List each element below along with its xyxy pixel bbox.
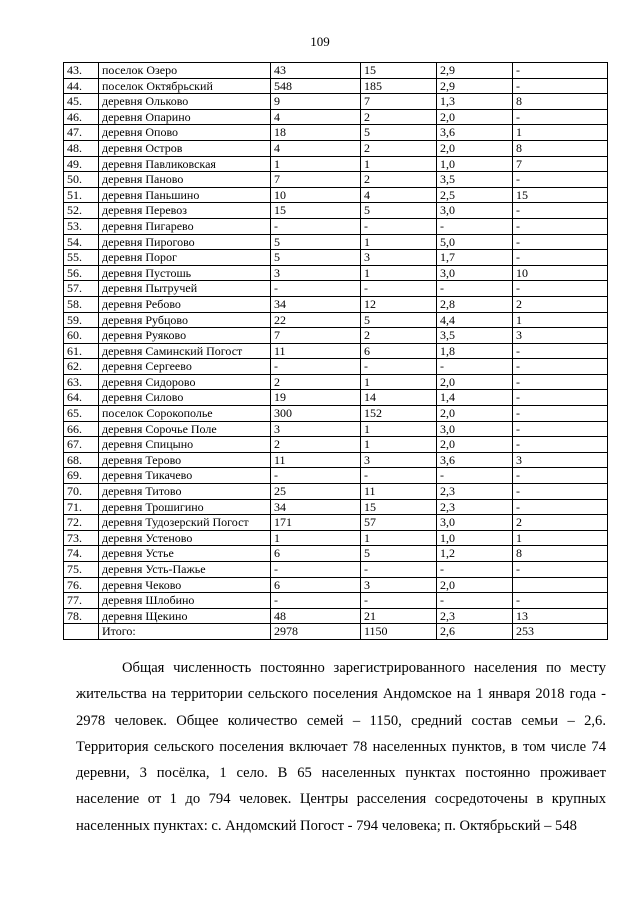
table-row bbox=[64, 296, 608, 312]
population: 548 bbox=[271, 78, 361, 94]
settlement-name: деревня Паново bbox=[99, 172, 271, 188]
extra-value: - bbox=[513, 406, 608, 422]
population: 9 bbox=[271, 94, 361, 110]
families: 1 bbox=[361, 374, 437, 390]
table-row bbox=[64, 172, 608, 188]
families: 57 bbox=[361, 515, 437, 531]
population: 2 bbox=[271, 374, 361, 390]
avg-family-size: 1,2 bbox=[437, 546, 513, 562]
table-row bbox=[64, 359, 608, 375]
table-row bbox=[64, 218, 608, 234]
row-number: 72. bbox=[64, 515, 99, 531]
settlement-name: деревня Пирогово bbox=[99, 234, 271, 250]
table-row bbox=[64, 406, 608, 422]
families: 1 bbox=[361, 437, 437, 453]
avg-family-size: 5,0 bbox=[437, 234, 513, 250]
avg-family-size: 2,3 bbox=[437, 499, 513, 515]
avg-family-size: 2,9 bbox=[437, 63, 513, 79]
table-row bbox=[64, 374, 608, 390]
settlement-name: деревня Саминский Погост bbox=[99, 343, 271, 359]
row-number: 75. bbox=[64, 562, 99, 578]
row-number: 52. bbox=[64, 203, 99, 219]
families: - bbox=[361, 218, 437, 234]
settlements-table bbox=[63, 62, 608, 640]
families: 12 bbox=[361, 296, 437, 312]
population: 5 bbox=[271, 250, 361, 266]
avg-family-size: 3,5 bbox=[437, 172, 513, 188]
extra-value: 15 bbox=[513, 187, 608, 203]
avg-family-size: 3,0 bbox=[437, 203, 513, 219]
avg-family-size: 1,3 bbox=[437, 94, 513, 110]
avg-family-size: 1,0 bbox=[437, 530, 513, 546]
table-row bbox=[64, 562, 608, 578]
page-number: 109 bbox=[310, 34, 330, 49]
table-row bbox=[64, 421, 608, 437]
settlement-name: деревня Руяково bbox=[99, 328, 271, 344]
population: 300 bbox=[271, 406, 361, 422]
row-number: 47. bbox=[64, 125, 99, 141]
row-number: 71. bbox=[64, 499, 99, 515]
settlement-name: деревня Силово bbox=[99, 390, 271, 406]
table-row bbox=[64, 343, 608, 359]
population: 2 bbox=[271, 437, 361, 453]
population: 19 bbox=[271, 390, 361, 406]
extra-value: - bbox=[513, 203, 608, 219]
extra-value: 8 bbox=[513, 94, 608, 110]
table-row bbox=[64, 437, 608, 453]
row-number: 65. bbox=[64, 406, 99, 422]
table-row bbox=[64, 78, 608, 94]
table-row bbox=[64, 234, 608, 250]
settlement-name: деревня Перевоз bbox=[99, 203, 271, 219]
extra-value: - bbox=[513, 250, 608, 266]
settlement-name: поселок Озеро bbox=[99, 63, 271, 79]
population: - bbox=[271, 562, 361, 578]
population: 3 bbox=[271, 265, 361, 281]
row-number: 50. bbox=[64, 172, 99, 188]
population: - bbox=[271, 593, 361, 609]
families: 1150 bbox=[361, 624, 437, 640]
families: 2 bbox=[361, 140, 437, 156]
table-row bbox=[64, 109, 608, 125]
population: - bbox=[271, 468, 361, 484]
extra-value: - bbox=[513, 218, 608, 234]
families: 5 bbox=[361, 125, 437, 141]
table-row bbox=[64, 312, 608, 328]
population: 48 bbox=[271, 608, 361, 624]
population: 2978 bbox=[271, 624, 361, 640]
settlement-name: поселок Сорокополье bbox=[99, 406, 271, 422]
families: 1 bbox=[361, 234, 437, 250]
extra-value: - bbox=[513, 63, 608, 79]
row-number: 62. bbox=[64, 359, 99, 375]
avg-family-size: 2,0 bbox=[437, 140, 513, 156]
total-row bbox=[64, 624, 608, 640]
row-number: 73. bbox=[64, 530, 99, 546]
avg-family-size: 3,0 bbox=[437, 515, 513, 531]
settlement-name: деревня Опово bbox=[99, 125, 271, 141]
avg-family-size: 2,0 bbox=[437, 374, 513, 390]
population: - bbox=[271, 281, 361, 297]
settlement-name: деревня Сидорово bbox=[99, 374, 271, 390]
row-number: 46. bbox=[64, 109, 99, 125]
extra-value: 8 bbox=[513, 546, 608, 562]
settlement-name: деревня Усть-Пажье bbox=[99, 562, 271, 578]
extra-value: - bbox=[513, 359, 608, 375]
table-row bbox=[64, 156, 608, 172]
avg-family-size: 1,7 bbox=[437, 250, 513, 266]
families: 11 bbox=[361, 484, 437, 500]
extra-value: 10 bbox=[513, 265, 608, 281]
table-row bbox=[64, 281, 608, 297]
avg-family-size: - bbox=[437, 593, 513, 609]
avg-family-size: 3,5 bbox=[437, 328, 513, 344]
settlement-name: деревня Павликовская bbox=[99, 156, 271, 172]
table-row bbox=[64, 484, 608, 500]
settlement-name: деревня Остров bbox=[99, 140, 271, 156]
table-row bbox=[64, 593, 608, 609]
families: 5 bbox=[361, 546, 437, 562]
extra-value: - bbox=[513, 421, 608, 437]
table-row bbox=[64, 468, 608, 484]
avg-family-size: 1,4 bbox=[437, 390, 513, 406]
population: 43 bbox=[271, 63, 361, 79]
families: 1 bbox=[361, 530, 437, 546]
row-number: 58. bbox=[64, 296, 99, 312]
settlement-name: деревня Спицыно bbox=[99, 437, 271, 453]
extra-value: 253 bbox=[513, 624, 608, 640]
settlement-name: деревня Ольково bbox=[99, 94, 271, 110]
avg-family-size: - bbox=[437, 218, 513, 234]
population: 171 bbox=[271, 515, 361, 531]
extra-value: 13 bbox=[513, 608, 608, 624]
avg-family-size: 2,9 bbox=[437, 78, 513, 94]
families: - bbox=[361, 593, 437, 609]
population: 3 bbox=[271, 421, 361, 437]
families: 7 bbox=[361, 94, 437, 110]
avg-family-size: 2,3 bbox=[437, 608, 513, 624]
population: 6 bbox=[271, 546, 361, 562]
families: 3 bbox=[361, 250, 437, 266]
extra-value: - bbox=[513, 343, 608, 359]
population: 7 bbox=[271, 328, 361, 344]
settlement-name: деревня Пытручей bbox=[99, 281, 271, 297]
families: 152 bbox=[361, 406, 437, 422]
families: - bbox=[361, 562, 437, 578]
population: 34 bbox=[271, 296, 361, 312]
settlement-name: деревня Порог bbox=[99, 250, 271, 266]
settlement-name: Итого: bbox=[99, 624, 271, 640]
avg-family-size: 1,0 bbox=[437, 156, 513, 172]
population: - bbox=[271, 218, 361, 234]
row-number: 48. bbox=[64, 140, 99, 156]
table-row bbox=[64, 390, 608, 406]
families: 1 bbox=[361, 156, 437, 172]
population: 34 bbox=[271, 499, 361, 515]
settlement-name: деревня Тикачево bbox=[99, 468, 271, 484]
settlement-name: деревня Пигарево bbox=[99, 218, 271, 234]
families: 185 bbox=[361, 78, 437, 94]
population: 5 bbox=[271, 234, 361, 250]
population: 1 bbox=[271, 530, 361, 546]
row-number: 78. bbox=[64, 608, 99, 624]
row-number: 60. bbox=[64, 328, 99, 344]
row-number: 49. bbox=[64, 156, 99, 172]
population: 4 bbox=[271, 109, 361, 125]
table-row bbox=[64, 265, 608, 281]
extra-value bbox=[513, 577, 608, 593]
table-row bbox=[64, 452, 608, 468]
population: 25 bbox=[271, 484, 361, 500]
table-row bbox=[64, 608, 608, 624]
settlement-name: деревня Рубцово bbox=[99, 312, 271, 328]
extra-value: - bbox=[513, 78, 608, 94]
avg-family-size: - bbox=[437, 281, 513, 297]
families: - bbox=[361, 468, 437, 484]
families: 6 bbox=[361, 343, 437, 359]
settlement-name: деревня Щекино bbox=[99, 608, 271, 624]
row-number: 61. bbox=[64, 343, 99, 359]
settlement-name: деревня Сергеево bbox=[99, 359, 271, 375]
families: 2 bbox=[361, 328, 437, 344]
avg-family-size: 3,6 bbox=[437, 452, 513, 468]
row-number: 70. bbox=[64, 484, 99, 500]
row-number: 45. bbox=[64, 94, 99, 110]
families: 15 bbox=[361, 499, 437, 515]
extra-value: 3 bbox=[513, 452, 608, 468]
population: 18 bbox=[271, 125, 361, 141]
extra-value: 1 bbox=[513, 125, 608, 141]
population: 7 bbox=[271, 172, 361, 188]
population: 22 bbox=[271, 312, 361, 328]
population: 4 bbox=[271, 140, 361, 156]
population: 11 bbox=[271, 452, 361, 468]
row-number: 63. bbox=[64, 374, 99, 390]
extra-value: - bbox=[513, 374, 608, 390]
population: - bbox=[271, 359, 361, 375]
settlement-name: поселок Октябрьский bbox=[99, 78, 271, 94]
row-number: 55. bbox=[64, 250, 99, 266]
row-number: 59. bbox=[64, 312, 99, 328]
settlement-name: деревня Ребово bbox=[99, 296, 271, 312]
settlement-name: деревня Шлобино bbox=[99, 593, 271, 609]
table-row bbox=[64, 203, 608, 219]
extra-value: - bbox=[513, 172, 608, 188]
settlement-name: деревня Сорочье Поле bbox=[99, 421, 271, 437]
families: 3 bbox=[361, 452, 437, 468]
extra-value: - bbox=[513, 484, 608, 500]
table-row bbox=[64, 530, 608, 546]
summary-paragraph: Общая численность постоянно зарегистрированного населения по месту жительства на территории сельского поселения Андомское на 1 января 2018 года - 2978 человек. Общее количество семей – 1150, средний состав семьи – 2,6. Территория сельского поселения включает 78 населенных пунктов, в том числе 74 деревни, 3 посёлка, 1 село. В 65 населенных пунктах постоянно проживает население от 1 до 794 человек. Центры расселения сосредоточены в крупных населенных пунктах: с. Андомский Погост - 794 человека; п. Октябрьский – 548 bbox=[76, 660, 606, 834]
settlement-name: деревня Трошигино bbox=[99, 499, 271, 515]
row-number: 53. bbox=[64, 218, 99, 234]
row-number: 66. bbox=[64, 421, 99, 437]
extra-value: - bbox=[513, 468, 608, 484]
settlement-name: деревня Устеново bbox=[99, 530, 271, 546]
row-number: 68. bbox=[64, 452, 99, 468]
families: 21 bbox=[361, 608, 437, 624]
avg-family-size: 2,8 bbox=[437, 296, 513, 312]
families: 5 bbox=[361, 203, 437, 219]
population: 10 bbox=[271, 187, 361, 203]
extra-value: - bbox=[513, 234, 608, 250]
row-number: 69. bbox=[64, 468, 99, 484]
avg-family-size: 2,0 bbox=[437, 437, 513, 453]
extra-value: 2 bbox=[513, 515, 608, 531]
extra-value: 8 bbox=[513, 140, 608, 156]
avg-family-size: 3,6 bbox=[437, 125, 513, 141]
extra-value: 2 bbox=[513, 296, 608, 312]
extra-value: - bbox=[513, 281, 608, 297]
avg-family-size: 2,3 bbox=[437, 484, 513, 500]
settlement-name: деревня Пустошь bbox=[99, 265, 271, 281]
avg-family-size: - bbox=[437, 359, 513, 375]
table-row bbox=[64, 94, 608, 110]
families: 2 bbox=[361, 109, 437, 125]
row-number: 51. bbox=[64, 187, 99, 203]
settlements-table-body bbox=[64, 63, 608, 640]
families: - bbox=[361, 359, 437, 375]
extra-value: - bbox=[513, 109, 608, 125]
extra-value: - bbox=[513, 593, 608, 609]
row-number: 44. bbox=[64, 78, 99, 94]
row-number: 43. bbox=[64, 63, 99, 79]
population: 11 bbox=[271, 343, 361, 359]
families: 14 bbox=[361, 390, 437, 406]
avg-family-size: 2,0 bbox=[437, 406, 513, 422]
avg-family-size: 2,0 bbox=[437, 109, 513, 125]
row-number: 64. bbox=[64, 390, 99, 406]
table-row bbox=[64, 546, 608, 562]
population: 1 bbox=[271, 156, 361, 172]
extra-value: 7 bbox=[513, 156, 608, 172]
extra-value: - bbox=[513, 562, 608, 578]
settlement-name: деревня Паньшино bbox=[99, 187, 271, 203]
table-row bbox=[64, 63, 608, 79]
row-number: 54. bbox=[64, 234, 99, 250]
row-number bbox=[64, 624, 99, 640]
avg-family-size: 3,0 bbox=[437, 421, 513, 437]
extra-value: 3 bbox=[513, 328, 608, 344]
table-row bbox=[64, 140, 608, 156]
row-number: 57. bbox=[64, 281, 99, 297]
settlement-name: деревня Устье bbox=[99, 546, 271, 562]
row-number: 77. bbox=[64, 593, 99, 609]
avg-family-size: 2,6 bbox=[437, 624, 513, 640]
settlement-name: деревня Терово bbox=[99, 452, 271, 468]
avg-family-size: 2,0 bbox=[437, 577, 513, 593]
table-row bbox=[64, 499, 608, 515]
table-row bbox=[64, 250, 608, 266]
avg-family-size: - bbox=[437, 468, 513, 484]
population: 15 bbox=[271, 203, 361, 219]
extra-value: 1 bbox=[513, 530, 608, 546]
row-number: 67. bbox=[64, 437, 99, 453]
families: 2 bbox=[361, 172, 437, 188]
families: - bbox=[361, 281, 437, 297]
settlement-name: деревня Чеково bbox=[99, 577, 271, 593]
table-row bbox=[64, 187, 608, 203]
avg-family-size: 4,4 bbox=[437, 312, 513, 328]
settlement-name: деревня Опарино bbox=[99, 109, 271, 125]
extra-value: 1 bbox=[513, 312, 608, 328]
avg-family-size: - bbox=[437, 562, 513, 578]
families: 1 bbox=[361, 421, 437, 437]
table-row bbox=[64, 328, 608, 344]
families: 15 bbox=[361, 63, 437, 79]
families: 3 bbox=[361, 577, 437, 593]
row-number: 74. bbox=[64, 546, 99, 562]
families: 4 bbox=[361, 187, 437, 203]
table-row bbox=[64, 577, 608, 593]
population: 6 bbox=[271, 577, 361, 593]
settlement-name: деревня Тудозерский Погост bbox=[99, 515, 271, 531]
extra-value: - bbox=[513, 437, 608, 453]
row-number: 56. bbox=[64, 265, 99, 281]
families: 5 bbox=[361, 312, 437, 328]
extra-value: - bbox=[513, 499, 608, 515]
table-row bbox=[64, 515, 608, 531]
avg-family-size: 1,8 bbox=[437, 343, 513, 359]
table-row bbox=[64, 125, 608, 141]
families: 1 bbox=[361, 265, 437, 281]
avg-family-size: 3,0 bbox=[437, 265, 513, 281]
extra-value: - bbox=[513, 390, 608, 406]
settlement-name: деревня Титово bbox=[99, 484, 271, 500]
row-number: 76. bbox=[64, 577, 99, 593]
avg-family-size: 2,5 bbox=[437, 187, 513, 203]
